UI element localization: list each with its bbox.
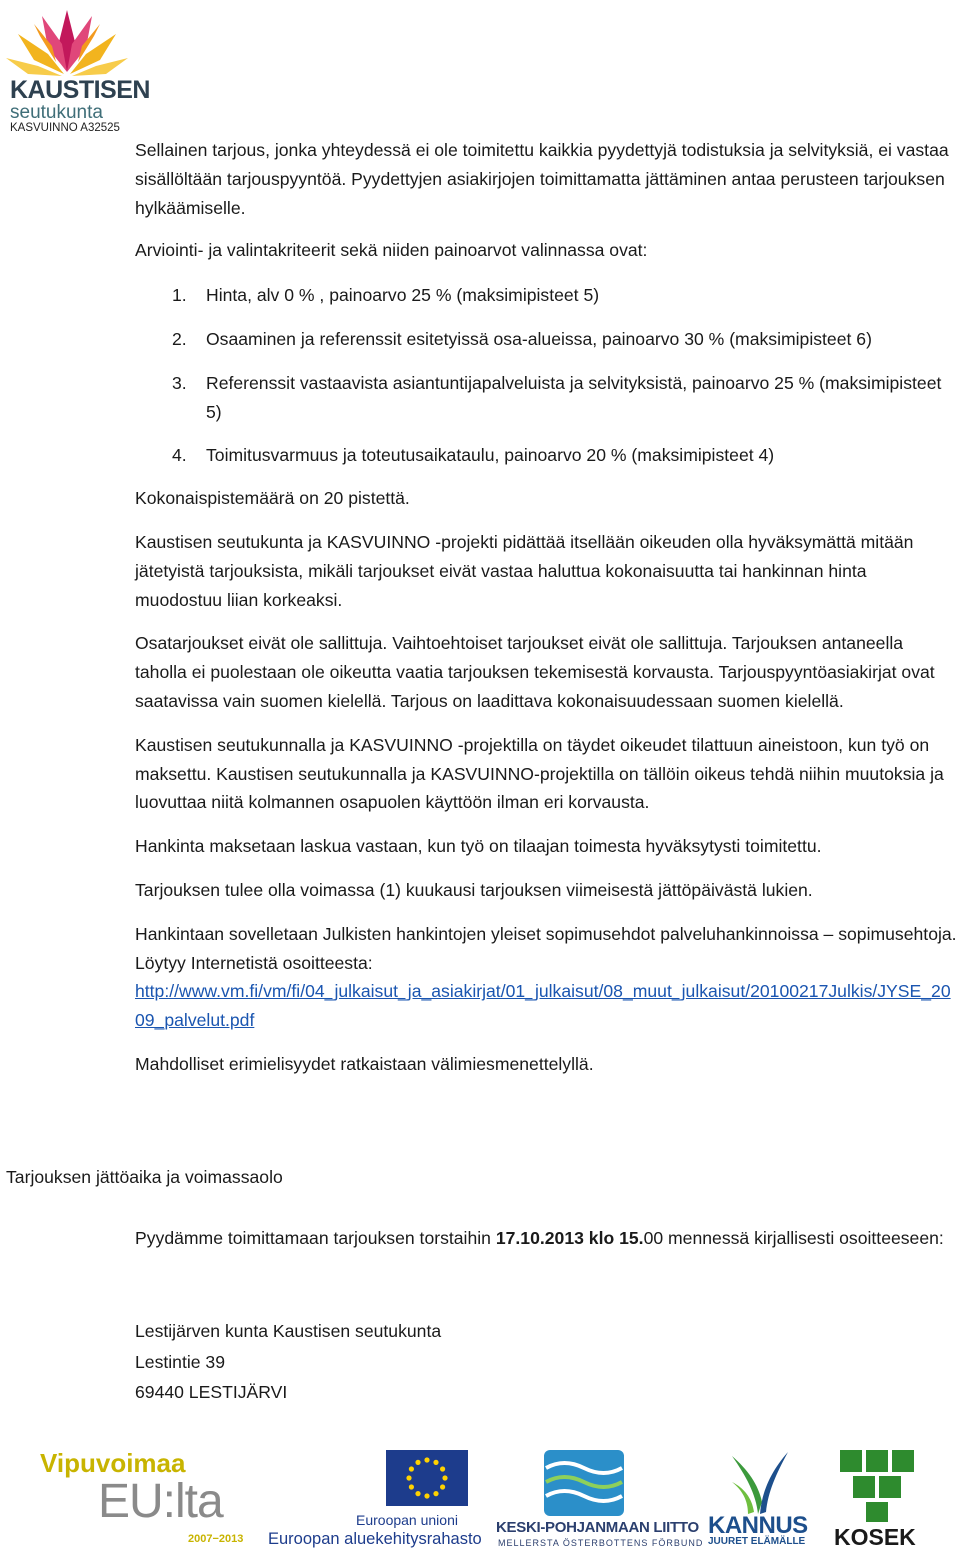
paragraph-terms: Hankintaan sovelletaan Julkisten hankintojen yleiset sopimusehdot palveluhankinnoissa – sopimusehtoja. Löytyy Internetistä osoitteesta: (135, 923, 957, 973)
kannus-logo-name: KANNUS (708, 1512, 808, 1539)
criteria-number: 4. (172, 445, 187, 466)
eu-logo-line2: Euroopan aluekehitysrahasto (268, 1530, 482, 1548)
paragraph-disputes: Mahdolliset erimielisyydet ratkaistaan välimiesmenettelyllä. (135, 1053, 594, 1074)
criteria-text: Referenssit vastaavista asiantuntijapalveluista ja selvityksistä, painoarvo 25 % (maksimipisteet 5) (206, 372, 942, 422)
deadline-text-pre: Pyydämme toimittamaan tarjouksen torstaihin (135, 1228, 496, 1248)
address-line: Lestintie 39 (135, 1351, 225, 1372)
keski-pohjanmaa-wave-icon (524, 1448, 644, 1518)
footer-logos (0, 1440, 960, 1551)
vipuvoimaa-logo-years: 2007−2013 (188, 1533, 244, 1545)
criteria-item (135, 441, 957, 470)
eu-flag-icon (386, 1450, 468, 1506)
section-heading: Tarjouksen jättöaika ja voimassaolo (6, 1167, 283, 1187)
deadline-time: klo 15. (588, 1228, 644, 1248)
vipuvoimaa-logo-eu: EU:lta (98, 1475, 223, 1528)
paragraph-partial-offers: Osatarjoukset eivät ole sallittuja. Vaihtoehtoiset tarjoukset eivät ole sallittuja. Tarjouksen antaneella taholla ei puolestaan ole oikeutta vaatia tarjouksen tekemisestä korvausta. Tarjouspyyntöasiakirjat ovat saatavissa vain suomen kielellä. Tarjous on laadittava kokonaisuudessaan suomen kielellä. (135, 633, 935, 711)
criteria-text: Hinta, alv 0 % , painoarvo 25 % (maksimipisteet 5) (206, 285, 600, 306)
kosek-logo-name: KOSEK (834, 1524, 916, 1550)
deadline-time-rest: 00 (643, 1228, 664, 1248)
keski-pohjanmaa-logo-line1: KESKI-POHJANMAAN LIITTO (496, 1519, 699, 1536)
vipuvoimaa-logo-title: Vipuvoimaa (40, 1448, 186, 1478)
deadline-text-post: mennessä kirjallisesti osoitteeseen: (663, 1228, 944, 1248)
total-points: Kokonaispistemäärä on 20 pistettä. (135, 488, 410, 509)
eu-logo-line1: Euroopan unioni (356, 1512, 458, 1528)
criteria-text: Toimitusvarmuus ja toteutusaikataulu, painoarvo 20 % (maksimipisteet 4) (206, 445, 775, 466)
paragraph-invoice: Hankinta maksetaan laskua vastaan, kun työ on tilaajan toimesta hyväksytysti toimitettu. (135, 836, 822, 857)
keski-pohjanmaa-logo-line2: MELLERSTA ÖSTERBOTTENS FÖRBUND (498, 1538, 704, 1548)
paragraph-material-rights: Kaustisen seutukunnalla ja KASVUINNO -projektilla on täydet oikeudet tilattuun aineistoon, kun työ on maksettu. Kaustisen seutukunnalla ja KASVUINNO-projektilla on tällöin oikeus tehdä niihin muutoksia ja luovuttaa niitä kolmannen osapuolen käyttöön ilman eri korvausta. (135, 734, 944, 813)
address-line: 69440 LESTIJÄRVI (135, 1382, 288, 1402)
kannus-tree-icon (718, 1446, 800, 1516)
sun-emblem-icon (4, 2, 130, 82)
document-body (135, 136, 957, 1079)
address-line: Lestijärven kunta Kaustisen seutukunta (135, 1321, 442, 1341)
deadline-date: 17.10.2013 (495, 1228, 584, 1248)
criteria-number: 1. (172, 285, 187, 306)
deadline-paragraph (135, 1224, 957, 1253)
terms-link[interactable]: http://www.vm.fi/vm/fi/04_julkaisut_ja_asiakirjat/01_julkaisut/08_muut_julkaisut/20100217Julkis/JYSE_2009_palvelut.pdf (135, 981, 951, 1031)
paragraph-incomplete-offer: Sellainen tarjous, jonka yhteydessä ei ole toimitettu kaikkia pyydettyjä todistuksia ja selvityksiä, ei vastaa sisällöltään tarjouspyyntöä. Pyydettyjen asiakirjojen toimittamatta jättäminen antaa perusteen tarjouksen hylkäämiselle. (135, 140, 949, 218)
criteria-item (135, 369, 957, 427)
criteria-number: 3. (172, 372, 187, 393)
criteria-text: Osaaminen ja referenssit esitetyissä osa-alueissa, painoarvo 30 % (maksimipisteet 6) (206, 328, 872, 349)
kannus-logo-subtitle: JUURET ELÄMÄLLE (708, 1536, 806, 1547)
criteria-item (135, 281, 957, 310)
paragraph-rights: Kaustisen seutukunta ja KASVUINNO -projekti pidättää itsellään oikeuden olla hyväksymättä mitään jätetyistä tarjouksista, mikäli tarjoukset eivät vastaa haluttua kokonaisuutta tai hankinnan hinta muodostuu liian korkeaksi. (135, 531, 914, 610)
criteria-item (135, 325, 957, 354)
delivery-address (135, 1316, 441, 1408)
criteria-intro: Arviointi- ja valintakriteerit sekä niiden painoarvot valinnassa ovat: (135, 240, 648, 261)
criteria-list (135, 281, 957, 470)
criteria-number: 2. (172, 328, 187, 349)
logo-name: KAUSTISEN (10, 76, 150, 104)
project-code: KASVUINNO A32525 (10, 122, 120, 134)
paragraph-validity: Tarjouksen tulee olla voimassa (1) kuukausi tarjouksen viimeisestä jättöpäivästä lukien. (135, 879, 813, 900)
kosek-emblem-icon (830, 1444, 920, 1524)
logo-subtitle: seutukunta (10, 102, 103, 123)
kaustisen-seutukunta-logo (4, 2, 150, 134)
